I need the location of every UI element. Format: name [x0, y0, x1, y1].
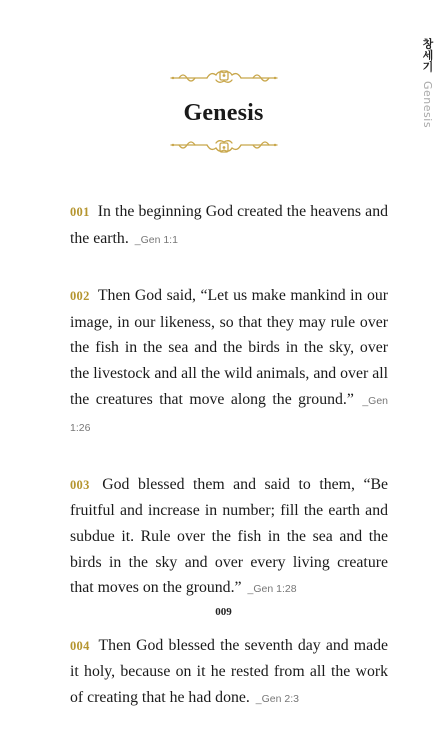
verse-item: [70, 199, 388, 253]
verse-text: Then God said, “Let us make mankind in our image, in our likeness, so that they may rule over the fish in the sea and the birds in the sky, over the livestock and all the wild animals, and over all the creatures that move along the ground.”: [70, 287, 388, 408]
verse-item: [70, 283, 388, 442]
verse-text: God blessed them and said to them, “Be fruitful and increase in number; fill the earth and subdue it. Rule over the fish in the sea and the birds in the sky and over every living creature that moves on the ground.”: [70, 475, 389, 597]
top-ornament: [0, 69, 447, 85]
book-name-korean: 창세기: [421, 38, 434, 73]
book-name-english: Genesis: [421, 80, 434, 128]
verse-number: 002: [70, 289, 90, 304]
page-number: 009: [215, 606, 232, 618]
verse-number: 001: [70, 205, 90, 219]
verse-list: [70, 199, 388, 743]
verse-text: In the beginning God created the heavens and the earth.: [70, 203, 388, 247]
verse-text: Then God blessed the seventh day and made it holy, because on it he rested from all the work of creating that he had done.: [70, 636, 388, 706]
verse-number: 004: [70, 638, 90, 653]
verse-reference: _Gen 2:3: [255, 692, 299, 705]
verse-item: [70, 472, 388, 603]
flourish-icon: [169, 69, 279, 85]
bottom-ornament: [0, 138, 447, 154]
verse-item: [70, 633, 388, 713]
verse-number: 003: [70, 477, 90, 492]
verse-reference: _Gen 1:26: [70, 394, 389, 435]
verse-reference: _Gen 1:1: [134, 233, 178, 246]
verse-reference: _Gen 1:28: [247, 583, 297, 596]
flourish-icon: [169, 138, 279, 154]
page-title: Genesis: [183, 100, 264, 126]
